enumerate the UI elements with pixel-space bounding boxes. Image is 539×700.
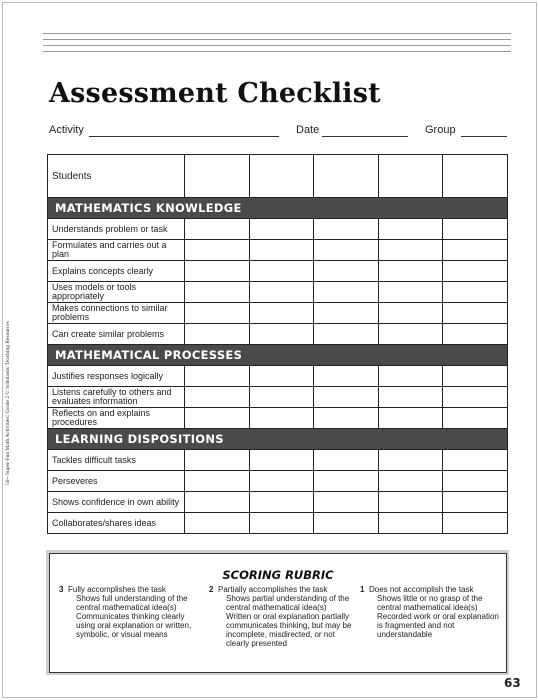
check-cell[interactable] xyxy=(443,387,508,408)
check-cell[interactable] xyxy=(185,450,250,471)
check-cell[interactable] xyxy=(249,219,314,240)
check-cell[interactable] xyxy=(314,387,379,408)
rubric-score: 3 xyxy=(59,585,64,594)
check-cell[interactable] xyxy=(443,303,508,324)
check-cell[interactable] xyxy=(443,471,508,492)
check-cell[interactable] xyxy=(443,282,508,303)
check-cell[interactable] xyxy=(443,219,508,240)
student-cell[interactable] xyxy=(443,155,508,198)
check-cell[interactable] xyxy=(378,303,443,324)
section-heading: MATHEMATICS KNOWLEDGE xyxy=(48,198,508,219)
rubric-level-label: Fully accomplishes the task xyxy=(68,585,166,594)
check-cell[interactable] xyxy=(185,492,250,513)
check-cell[interactable] xyxy=(249,303,314,324)
rubric-descriptor: Shows partial understanding of the central mathematical idea(s) xyxy=(226,594,350,612)
check-cell[interactable] xyxy=(185,408,250,429)
criterion-label: Tackles difficult tasks xyxy=(48,450,185,471)
rubric-descriptor: Shows little or no grasp of the central mathematical idea(s) xyxy=(377,594,483,612)
check-cell[interactable] xyxy=(378,492,443,513)
page-title: Assessment Checklist xyxy=(49,78,381,109)
check-cell[interactable] xyxy=(185,513,250,534)
check-cell[interactable] xyxy=(378,219,443,240)
criterion-label: Formulates and carries out a plan xyxy=(48,240,185,261)
check-cell[interactable] xyxy=(314,324,379,345)
rubric-descriptor: Written or oral explanation partially communicates thinking, but may be incomplete, misdirected, or not clearly presented xyxy=(226,612,352,648)
check-cell[interactable] xyxy=(443,408,508,429)
student-cell[interactable] xyxy=(314,155,379,198)
check-cell[interactable] xyxy=(314,366,379,387)
check-cell[interactable] xyxy=(443,261,508,282)
rubric-score: 1 xyxy=(360,585,365,594)
check-cell[interactable] xyxy=(443,366,508,387)
criterion-label: Makes connections to similar problems xyxy=(48,303,185,324)
check-cell[interactable] xyxy=(314,282,379,303)
section-heading: MATHEMATICAL PROCESSES xyxy=(48,345,508,366)
criterion-label: Understands problem or task xyxy=(48,219,185,240)
check-cell[interactable] xyxy=(185,387,250,408)
check-cell[interactable] xyxy=(378,387,443,408)
check-cell[interactable] xyxy=(314,450,379,471)
check-cell[interactable] xyxy=(185,282,250,303)
check-cell[interactable] xyxy=(185,303,250,324)
check-cell[interactable] xyxy=(185,219,250,240)
checklist-table xyxy=(47,154,508,534)
check-cell[interactable] xyxy=(378,513,443,534)
check-cell[interactable] xyxy=(378,450,443,471)
criterion-label: Listens carefully to others and evaluates information xyxy=(48,387,185,408)
criterion-label: Can create similar problems xyxy=(48,324,185,345)
check-cell[interactable] xyxy=(249,492,314,513)
check-cell[interactable] xyxy=(443,324,508,345)
criterion-label: Justifies responses logically xyxy=(48,366,185,387)
check-cell[interactable] xyxy=(249,366,314,387)
ruled-line xyxy=(43,51,511,52)
check-cell[interactable] xyxy=(249,471,314,492)
scoring-rubric xyxy=(49,553,507,673)
check-cell[interactable] xyxy=(314,408,379,429)
check-cell[interactable] xyxy=(249,450,314,471)
students-label: Students xyxy=(48,155,185,198)
ruled-line xyxy=(43,33,511,34)
check-cell[interactable] xyxy=(443,240,508,261)
check-cell[interactable] xyxy=(249,261,314,282)
check-cell[interactable] xyxy=(378,471,443,492)
date-field[interactable] xyxy=(322,136,408,137)
page-number: 63 xyxy=(504,676,521,690)
criterion-label: Uses models or tools appropriately xyxy=(48,282,185,303)
check-cell[interactable] xyxy=(443,450,508,471)
check-cell[interactable] xyxy=(314,471,379,492)
group-field[interactable] xyxy=(461,136,507,137)
check-cell[interactable] xyxy=(185,240,250,261)
check-cell[interactable] xyxy=(249,387,314,408)
rubric-descriptor: Recorded work or oral explanation is fragmented and not understandable xyxy=(377,612,499,639)
check-cell[interactable] xyxy=(443,513,508,534)
rubric-descriptor: Shows full understanding of the central mathematical idea(s) xyxy=(76,594,188,612)
check-cell[interactable] xyxy=(185,261,250,282)
criterion-label: Reflects on and explains procedures xyxy=(48,408,185,429)
rubric-level-label: Does not accomplish the task xyxy=(369,585,474,594)
check-cell[interactable] xyxy=(314,261,379,282)
check-cell[interactable] xyxy=(378,261,443,282)
check-cell[interactable] xyxy=(249,240,314,261)
student-cell[interactable] xyxy=(185,155,250,198)
date-label: Date xyxy=(296,124,320,136)
check-cell[interactable] xyxy=(249,408,314,429)
group-label: Group xyxy=(425,124,456,136)
rubric-score: 2 xyxy=(209,585,214,594)
rubric-level-label: Partially accomplishes the task xyxy=(218,585,328,594)
check-cell[interactable] xyxy=(378,366,443,387)
check-cell[interactable] xyxy=(443,492,508,513)
check-cell[interactable] xyxy=(249,282,314,303)
criterion-label: Shows confidence in own ability xyxy=(48,492,185,513)
student-cell[interactable] xyxy=(378,155,443,198)
check-cell[interactable] xyxy=(314,240,379,261)
check-cell[interactable] xyxy=(314,513,379,534)
check-cell[interactable] xyxy=(185,471,250,492)
check-cell[interactable] xyxy=(378,282,443,303)
student-cell[interactable] xyxy=(249,155,314,198)
ruled-line xyxy=(43,39,511,40)
rubric-title: SCORING RUBRIC xyxy=(222,568,334,582)
activity-field[interactable] xyxy=(89,136,279,137)
check-cell[interactable] xyxy=(314,219,379,240)
criterion-label: Perseveres xyxy=(48,471,185,492)
check-cell[interactable] xyxy=(378,240,443,261)
criterion-label: Collaborates/shares ideas xyxy=(48,513,185,534)
section-heading: LEARNING DISPOSITIONS xyxy=(48,429,508,450)
check-cell[interactable] xyxy=(378,324,443,345)
check-cell[interactable] xyxy=(314,303,379,324)
criterion-label: Explains concepts clearly xyxy=(48,261,185,282)
copyright-side-text: 50+ Super-Fun Math Activities: Grade 2 © Scholastic Teaching Resources xyxy=(5,321,11,485)
students-row xyxy=(48,155,508,198)
rubric-descriptor: Communicates thinking clearly using oral explanation or written, symbolic, or visual means xyxy=(76,612,192,639)
check-cell[interactable] xyxy=(185,324,250,345)
check-cell[interactable] xyxy=(185,366,250,387)
activity-label: Activity xyxy=(49,124,84,136)
header-fields xyxy=(49,124,509,140)
check-cell[interactable] xyxy=(378,408,443,429)
check-cell[interactable] xyxy=(249,513,314,534)
check-cell[interactable] xyxy=(249,324,314,345)
check-cell[interactable] xyxy=(314,492,379,513)
ruled-line xyxy=(43,45,511,46)
